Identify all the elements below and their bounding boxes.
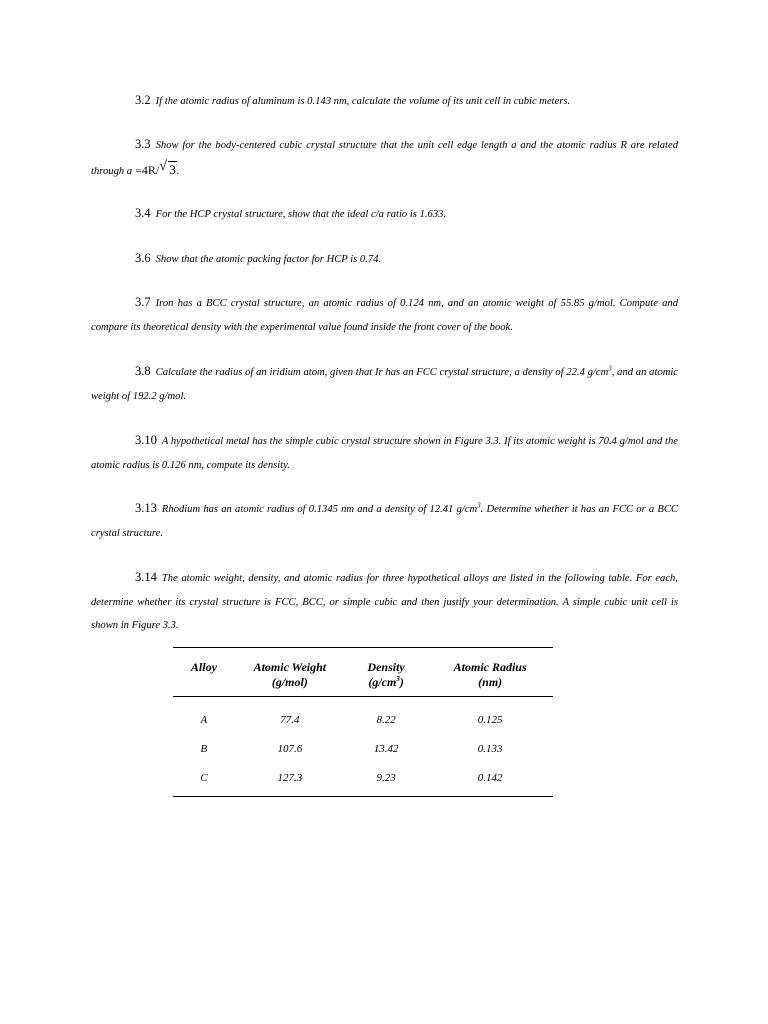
problem-text: If the atomic radius of aluminum is 0.143 nm, calculate the volume of its unit cell in cubic meters. — [155, 96, 571, 107]
cell-radius: 0.125 — [477, 713, 503, 726]
superscript: 3 — [608, 364, 612, 373]
problem-number: 3.2 — [135, 93, 151, 107]
cell-alloy: A — [200, 713, 208, 726]
header-atomic-radius: Atomic Radius (nm) — [427, 648, 553, 697]
problem-number: 3.10 — [135, 433, 157, 447]
problem-3-7 — [91, 291, 678, 339]
header-density: Density $(g/cm^3)$ — [345, 648, 427, 697]
problem-3-10 — [91, 429, 678, 477]
problem-number: 3.14 — [135, 570, 157, 584]
problem-text: Calculate the radius of an iridium atom, given that Ir has an FCC crystal structure, a density of 22.4 g/cm — [155, 367, 609, 378]
superscript: 3 — [477, 501, 481, 510]
radicand: 3 — [169, 161, 176, 177]
table-header-row — [173, 648, 553, 697]
header-atomic-weight: Atomic Weight (g/mol) — [235, 648, 345, 697]
problem-number: 3.13 — [135, 501, 157, 515]
cell-alloy: C — [200, 771, 208, 784]
problem-text: Show for the body-centered cubic crystal structure that the unit cell edge length a and the atomic radius R are related through a = — [91, 140, 678, 177]
problem-3-4 — [91, 202, 678, 227]
problem-3-13 — [91, 497, 678, 545]
formula: 4R/ — [141, 162, 160, 177]
problem-3-6 — [91, 247, 678, 272]
cell-alloy: B — [200, 742, 208, 755]
problem-3-3 — [91, 133, 678, 183]
problem-text-end: . Determine whether it has an FCC or a BCC crystal structure. — [91, 504, 678, 539]
table-row — [173, 734, 553, 763]
problem-number: 3.6 — [135, 251, 151, 265]
cell-weight: 77.4 — [280, 713, 300, 726]
problem-number: 3.8 — [135, 364, 151, 378]
alloy-table — [173, 647, 553, 797]
problem-text: Iron has a BCC crystal structure, an atomic radius of 0.124 nm, and an atomic weight of 55.85 g/mol. Compute and compare its theoretical density with the experimental value found inside the front cover of the book. — [91, 298, 678, 333]
cell-radius: 0.133 — [477, 742, 503, 755]
table-row — [173, 697, 553, 735]
problem-text: The atomic weight, density, and atomic radius for three hypothetical alloys are listed in the following table. For each, determine whether its crystal structure is FCC, BCC, or simple cubic and then justify your determination. A simple cubic unit cell is shown in Figure 3.3. — [91, 573, 678, 631]
problem-text: A hypothetical metal has the simple cubic crystal structure shown in Figure 3.3. If its atomic weight is 70.4 g/mol and the atomic radius is 0.126 nm, compute its density. — [91, 436, 678, 471]
table-row — [173, 763, 553, 797]
problem-text: Rhodium has an atomic radius of 0.1345 nm and a density of 12.41 g/cm — [161, 504, 478, 515]
cell-weight: 127.3 — [277, 771, 303, 784]
cell-radius: 0.142 — [477, 771, 503, 784]
square-root — [159, 158, 177, 182]
cell-density: 9.23 — [376, 771, 396, 784]
problem-3-14 — [91, 566, 678, 638]
problem-text: Show that the atomic packing factor for HCP is 0.74. — [155, 254, 382, 265]
cell-weight: 107.6 — [277, 742, 303, 755]
cell-density: 13.42 — [373, 742, 399, 755]
radical-sign-icon: √ — [159, 158, 167, 174]
problem-number: 3.4 — [135, 206, 151, 220]
problem-text-end: , and an atomic weight of 192.2 g/mol. — [91, 367, 678, 402]
problem-3-2 — [91, 89, 678, 114]
problem-text: For the HCP crystal structure, show that the ideal c/a ratio is 1.633. — [155, 209, 447, 220]
problem-text-end: . — [176, 165, 180, 177]
header-alloy: Alloy — [173, 648, 235, 697]
problem-number: 3.7 — [135, 295, 151, 309]
cell-density: 8.22 — [376, 713, 396, 726]
problem-3-8 — [91, 360, 678, 408]
problem-number: 3.3 — [135, 137, 151, 151]
